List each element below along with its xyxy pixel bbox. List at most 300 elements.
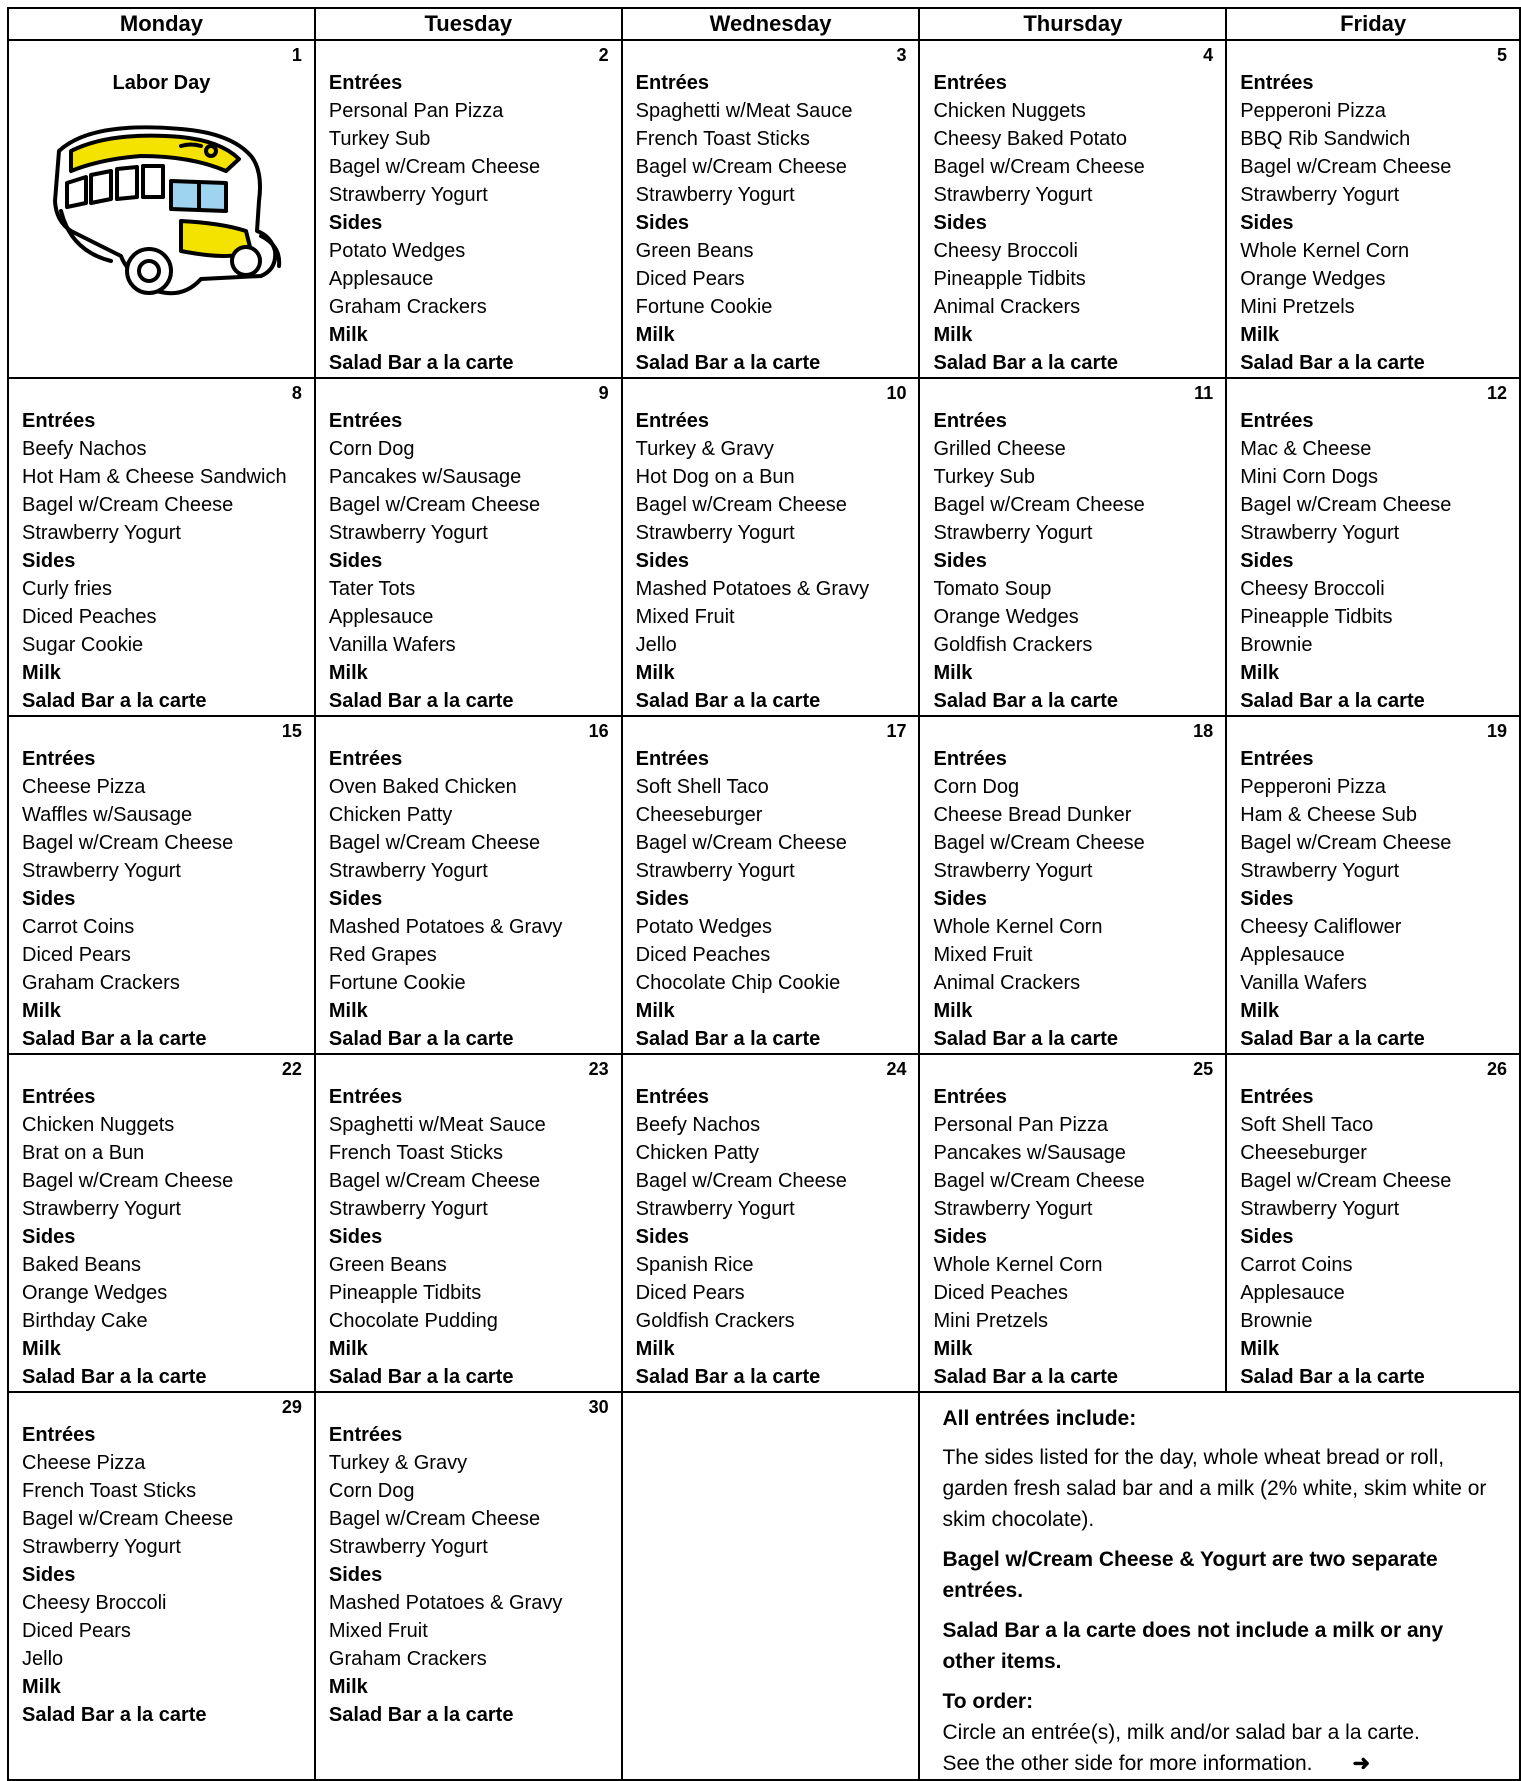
side-item: Applesauce [328,606,434,628]
holiday-title: Labor Day [112,72,211,94]
week-row [8,378,1520,716]
sides-heading: Sides [933,212,987,234]
salad-bar-label: Salad Bar a la carte [635,690,821,712]
side-item: Pineapple Tidbits [328,1282,482,1304]
day-menu [1227,379,1519,715]
side-item: Orange Wedges [1240,268,1386,290]
week-row [8,1392,1520,1780]
entree-item: Cheeseburger [1240,1142,1367,1164]
right-arrow-icon: ➜ [1352,1752,1371,1775]
day-menu [920,41,1225,377]
entree-item: Strawberry Yogurt [328,1198,488,1220]
entree-item: Bagel w/Cream Cheese [328,832,541,854]
entrees-heading: Entrées [1240,410,1314,432]
milk-label: Milk [328,1000,368,1022]
entree-item: Mac & Cheese [1240,438,1372,460]
day-number: 24 [886,1059,907,1079]
salad-bar-label: Salad Bar a la carte [1240,1028,1425,1050]
entree-item: Bagel w/Cream Cheese [635,1170,847,1192]
entree-item: Strawberry Yogurt [1240,860,1400,882]
entree-item: Turkey Sub [933,466,1036,488]
milk-label: Milk [22,1676,61,1698]
entree-item: Mini Corn Dogs [1240,466,1379,488]
entree-item: Waffles w/Sausage [22,804,193,826]
day-cell [1226,716,1520,1054]
day-menu [1227,1055,1519,1391]
milk-label: Milk [328,662,368,684]
side-item: Mini Pretzels [1240,296,1355,318]
side-item: Mixed Fruit [328,1620,428,1642]
entrees-heading: Entrées [22,748,96,770]
entrees-heading: Entrées [1240,748,1314,770]
sides-heading: Sides [328,550,383,572]
entrees-heading: Entrées [22,410,96,432]
day-menu [9,1055,314,1391]
day-cell [1226,378,1520,716]
side-item: Baked Beans [22,1254,141,1276]
side-item: Whole Kernel Corn [1240,240,1410,262]
entree-item: Bagel w/Cream Cheese [22,494,234,516]
entree-item: Bagel w/Cream Cheese [933,156,1145,178]
info-body: The sides listed for the day, whole wheat bread or roll, garden fresh salad bar and a milk (2% white, skim white or skim chocolate). [942,1446,1487,1531]
day-menu [623,1055,919,1391]
week-row [8,716,1520,1054]
entree-item: Strawberry Yogurt [933,522,1093,544]
entrees-heading: Entrées [933,1086,1007,1108]
side-item: Jello [635,634,677,656]
day-number: 5 [1496,45,1507,65]
day-cell [315,378,622,716]
sides-heading: Sides [1240,550,1294,572]
side-item: Cheesy Broccoli [1240,578,1385,600]
side-item: Vanilla Wafers [328,634,456,656]
entree-item: Bagel w/Cream Cheese [635,494,847,516]
day-cell [622,40,920,378]
entree-item: Strawberry Yogurt [22,522,181,544]
day-cell [622,1054,920,1392]
entree-item: Cheese Pizza [22,776,146,798]
day-cell [1226,1054,1520,1392]
milk-label: Milk [1240,662,1280,684]
day-menu [1227,41,1519,377]
side-item: Mashed Potatoes & Gravy [328,916,563,938]
entree-item: Turkey Sub [328,128,431,150]
milk-label: Milk [1240,324,1280,346]
day-cell [622,716,920,1054]
side-item: Birthday Cake [22,1310,148,1332]
side-item: Green Beans [635,240,754,262]
info-note-bagel: Bagel w/Cream Cheese & Yogurt are two separate entrées. [942,1548,1438,1602]
milk-label: Milk [933,1338,973,1360]
day-number: 9 [598,383,609,403]
day-cell [315,40,622,378]
side-item: Fortune Cookie [328,972,466,994]
side-item: Carrot Coins [1240,1254,1353,1276]
sides-heading: Sides [1240,212,1294,234]
side-item: Fortune Cookie [635,296,773,318]
entrees-heading: Entrées [1240,1086,1314,1108]
milk-label: Milk [22,1338,61,1360]
day-cell [315,1054,622,1392]
side-item: Potato Wedges [635,916,773,938]
day-cell [315,716,622,1054]
order-instructions: Circle an entrée(s), milk and/or salad bar a la carte. [942,1721,1420,1744]
day-number: 12 [1486,383,1507,403]
salad-bar-label: Salad Bar a la carte [22,1028,207,1050]
entree-item: Strawberry Yogurt [933,184,1093,206]
milk-label: Milk [933,662,973,684]
entree-item: Pepperoni Pizza [1240,100,1386,122]
day-menu [316,1393,621,1729]
entrees-heading: Entrées [933,748,1007,770]
entree-item: Bagel w/Cream Cheese [328,156,541,178]
milk-label: Milk [328,1676,368,1698]
day-number: 16 [588,721,609,741]
entree-item: Bagel w/Cream Cheese [933,1170,1145,1192]
sides-heading: Sides [635,212,690,234]
milk-label: Milk [933,324,973,346]
entree-item: Soft Shell Taco [1240,1114,1374,1136]
side-item: Orange Wedges [933,606,1079,628]
day-menu [316,379,621,715]
side-item: Mixed Fruit [933,944,1033,966]
side-item: Green Beans [328,1254,447,1276]
day-menu [920,717,1225,1053]
side-item: Pineapple Tidbits [933,268,1086,290]
salad-bar-label: Salad Bar a la carte [22,690,207,712]
sides-heading: Sides [328,1564,383,1586]
entree-item: French Toast Sticks [328,1142,504,1164]
milk-label: Milk [635,1000,675,1022]
entrees-heading: Entrées [22,1086,96,1108]
day-menu [316,717,621,1053]
sides-heading: Sides [22,1564,76,1586]
entree-item: Cheese Pizza [22,1452,146,1474]
side-item: Chocolate Chip Cookie [635,972,841,994]
side-item: Whole Kernel Corn [933,1254,1103,1276]
milk-label: Milk [22,662,61,684]
sides-heading: Sides [933,888,987,910]
day-number: 3 [896,45,907,65]
side-item: Animal Crackers [933,296,1081,318]
day-cell [8,716,315,1054]
salad-bar-label: Salad Bar a la carte [328,690,514,712]
entree-item: Bagel w/Cream Cheese [635,156,847,178]
sides-heading: Sides [635,888,690,910]
entree-item: Bagel w/Cream Cheese [933,832,1145,854]
entrees-heading: Entrées [1240,72,1314,94]
side-item: Tater Tots [328,578,416,600]
entree-item: Spaghetti w/Meat Sauce [635,100,853,122]
entrees-heading: Entrées [635,72,710,94]
entree-item: Corn Dog [328,1480,415,1502]
empty-cell [622,1392,920,1780]
entree-item: French Toast Sticks [22,1480,197,1502]
salad-bar-label: Salad Bar a la carte [328,1028,514,1050]
entrees-heading: Entrées [328,1424,403,1446]
entree-item: Strawberry Yogurt [22,860,181,882]
side-item: Applesauce [1240,944,1345,966]
sides-heading: Sides [1240,1226,1294,1248]
day-number: 10 [886,383,907,403]
day-number: 18 [1193,721,1214,741]
entree-item: Bagel w/Cream Cheese [22,1508,234,1530]
entrees-heading: Entrées [328,410,403,432]
day-number: 30 [588,1397,609,1417]
order-info-box [920,1393,1519,1779]
entrees-heading: Entrées [328,72,403,94]
side-item: Cheesy Broccoli [22,1592,167,1614]
salad-bar-label: Salad Bar a la carte [933,1366,1119,1388]
side-item: Tomato Soup [933,578,1052,600]
entree-item: Beefy Nachos [22,438,147,460]
order-see-other-side-text: See the other side for more information. [942,1752,1313,1775]
entree-item: Beefy Nachos [635,1114,761,1136]
day-number: 2 [598,45,609,65]
side-item: Sugar Cookie [22,634,144,656]
day-cell [8,1392,315,1780]
weekday-header-monday: Monday [8,8,315,40]
day-number: 8 [291,383,302,403]
entree-item: Strawberry Yogurt [635,860,795,882]
day-number: 22 [281,1059,302,1079]
side-item: Curly fries [22,578,113,600]
side-item: Goldfish Crackers [933,634,1093,656]
entree-item: Cheeseburger [635,804,763,826]
sides-heading: Sides [328,1226,383,1248]
entree-item: Hot Ham & Cheese Sandwich [22,466,287,488]
entree-item: Brat on a Bun [22,1142,145,1164]
milk-label: Milk [1240,1000,1280,1022]
side-item: Applesauce [328,268,434,290]
side-item: Vanilla Wafers [1240,972,1367,994]
day-menu [623,379,919,715]
entree-item: Personal Pan Pizza [328,100,504,122]
entree-item: Bagel w/Cream Cheese [22,832,234,854]
side-item: Applesauce [1240,1282,1345,1304]
entree-item: Strawberry Yogurt [1240,1198,1400,1220]
entree-item: Bagel w/Cream Cheese [1240,832,1452,854]
sides-heading: Sides [22,1226,76,1248]
entrees-heading: Entrées [328,1086,403,1108]
side-item: Mashed Potatoes & Gravy [328,1592,563,1614]
entree-item: Strawberry Yogurt [635,1198,795,1220]
entree-item: Bagel w/Cream Cheese [328,494,541,516]
entree-item: Strawberry Yogurt [635,522,795,544]
entree-item: Strawberry Yogurt [328,522,488,544]
entrees-heading: Entrées [933,410,1007,432]
entree-item: Spaghetti w/Meat Sauce [328,1114,546,1136]
sides-heading: Sides [328,888,383,910]
entree-item: Bagel w/Cream Cheese [328,1508,541,1530]
side-item: Diced Peaches [635,944,771,966]
entree-item: Chicken Nuggets [933,100,1086,122]
day-menu [9,717,314,1053]
milk-label: Milk [635,324,675,346]
day-menu [623,717,919,1053]
side-item: Pineapple Tidbits [1240,606,1393,628]
day-cell [315,1392,622,1780]
day-menu [920,1055,1225,1391]
day-number: 1 [291,45,302,65]
day-menu [9,1393,314,1729]
day-menu [920,379,1225,715]
entree-item: Strawberry Yogurt [328,184,488,206]
side-item: Mashed Potatoes & Gravy [635,578,870,600]
entree-item: Strawberry Yogurt [1240,522,1400,544]
entree-item: Oven Baked Chicken [328,776,517,798]
entrees-heading: Entrées [22,1424,96,1446]
day-cell [8,1054,315,1392]
entree-item: Turkey & Gravy [635,438,774,460]
entree-item: Strawberry Yogurt [1240,184,1400,206]
side-item: Cheesy Broccoli [933,240,1078,262]
entree-item: Turkey & Gravy [328,1452,468,1474]
entree-item: Strawberry Yogurt [328,1536,488,1558]
salad-bar-label: Salad Bar a la carte [635,1028,821,1050]
side-item: Diced Pears [22,1620,131,1642]
day-number: 19 [1486,721,1507,741]
day-cell [8,378,315,716]
entree-item: Grilled Cheese [933,438,1066,460]
salad-bar-label: Salad Bar a la carte [22,1366,207,1388]
salad-bar-label: Salad Bar a la carte [328,1704,514,1726]
entree-item: Pancakes w/Sausage [328,466,522,488]
week-row [8,40,1520,378]
entree-item: Bagel w/Cream Cheese [933,494,1145,516]
salad-bar-label: Salad Bar a la carte [1240,1366,1425,1388]
side-item: Brownie [1240,634,1313,656]
milk-label: Milk [328,324,368,346]
weekday-header-row [8,8,1520,40]
entree-item: BBQ Rib Sandwich [1240,128,1411,150]
entree-item: French Toast Sticks [635,128,810,150]
info-heading: All entrées include: [942,1407,1137,1430]
entrees-heading: Entrées [635,748,710,770]
salad-bar-label: Salad Bar a la carte [933,690,1119,712]
weekday-header-wednesday: Wednesday [622,8,920,40]
salad-bar-label: Salad Bar a la carte [933,1028,1119,1050]
entree-item: Corn Dog [933,776,1020,798]
milk-label: Milk [1240,1338,1280,1360]
entree-item: Bagel w/Cream Cheese [1240,494,1452,516]
side-item: Diced Pears [22,944,131,966]
side-item: Red Grapes [328,944,437,966]
day-cell [919,40,1226,378]
sides-heading: Sides [22,888,76,910]
entree-item: Cheese Bread Dunker [933,804,1132,826]
sides-heading: Sides [933,1226,987,1248]
side-item: Graham Crackers [22,972,180,994]
entree-item: Bagel w/Cream Cheese [635,832,847,854]
day-menu [9,379,314,715]
order-info-panel [919,1392,1520,1780]
side-item: Animal Crackers [933,972,1081,994]
entrees-heading: Entrées [328,748,403,770]
entree-item: Strawberry Yogurt [22,1198,181,1220]
day-number: 17 [886,721,907,741]
side-item: Diced Pears [635,1282,745,1304]
day-cell [919,378,1226,716]
entree-item: Soft Shell Taco [635,776,769,798]
side-item: Jello [22,1648,64,1670]
side-item: Cheesy Califlower [1240,916,1402,938]
entree-item: Personal Pan Pizza [933,1114,1109,1136]
entree-item: Strawberry Yogurt [933,1198,1093,1220]
entree-item: Bagel w/Cream Cheese [1240,1170,1452,1192]
side-item: Potato Wedges [328,240,466,262]
day-number: 15 [281,721,302,741]
weekday-header-friday: Friday [1226,8,1520,40]
entree-item: Strawberry Yogurt [328,860,488,882]
entree-item: Bagel w/Cream Cheese [1240,156,1452,178]
entree-item: Chicken Nuggets [22,1114,175,1136]
entree-item: Chicken Patty [635,1142,760,1164]
day-number: 4 [1203,45,1214,65]
day-cell [622,378,920,716]
entrees-heading: Entrées [933,72,1007,94]
order-see-other-side [942,1748,1499,1779]
side-item: Carrot Coins [22,916,135,938]
holiday-cell [8,40,315,378]
sides-heading: Sides [635,1226,690,1248]
entree-item: Corn Dog [328,438,415,460]
sides-heading: Sides [1240,888,1294,910]
side-item: Mixed Fruit [635,606,735,628]
side-item: Graham Crackers [328,296,487,318]
day-menu [623,41,919,377]
entree-item: Bagel w/Cream Cheese [328,1170,541,1192]
milk-label: Milk [22,1000,61,1022]
milk-label: Milk [635,1338,675,1360]
side-item: Brownie [1240,1310,1313,1332]
day-number: 23 [588,1059,609,1079]
entrees-heading: Entrées [635,410,710,432]
entree-item: Hot Dog on a Bun [635,466,795,488]
sides-heading: Sides [933,550,987,572]
day-menu [1227,717,1519,1053]
weekday-header-tuesday: Tuesday [315,8,622,40]
side-item: Chocolate Pudding [328,1310,498,1332]
entrees-heading: Entrées [635,1086,710,1108]
day-number: 25 [1193,1059,1214,1079]
salad-bar-label: Salad Bar a la carte [635,1366,821,1388]
entree-item: Strawberry Yogurt [933,860,1093,882]
day-number: 11 [1194,383,1214,403]
side-item: Diced Pears [635,268,745,290]
sides-heading: Sides [635,550,690,572]
salad-bar-label: Salad Bar a la carte [933,352,1119,374]
milk-label: Milk [933,1000,973,1022]
entree-item: Strawberry Yogurt [635,184,795,206]
side-item: Diced Peaches [22,606,157,628]
lunch-menu-calendar [7,7,1521,1781]
day-number: 26 [1486,1059,1507,1079]
entree-item: Strawberry Yogurt [22,1536,181,1558]
salad-bar-label: Salad Bar a la carte [328,1366,514,1388]
day-cell [919,716,1226,1054]
sides-heading: Sides [22,550,76,572]
weekday-header-thursday: Thursday [919,8,1226,40]
sides-heading: Sides [328,212,383,234]
side-item: Whole Kernel Corn [933,916,1103,938]
milk-label: Milk [328,1338,368,1360]
milk-label: Milk [635,662,675,684]
week-row [8,1054,1520,1392]
side-item: Spanish Rice [635,1254,754,1276]
side-item: Goldfish Crackers [635,1310,795,1332]
entree-item: Pancakes w/Sausage [933,1142,1126,1164]
